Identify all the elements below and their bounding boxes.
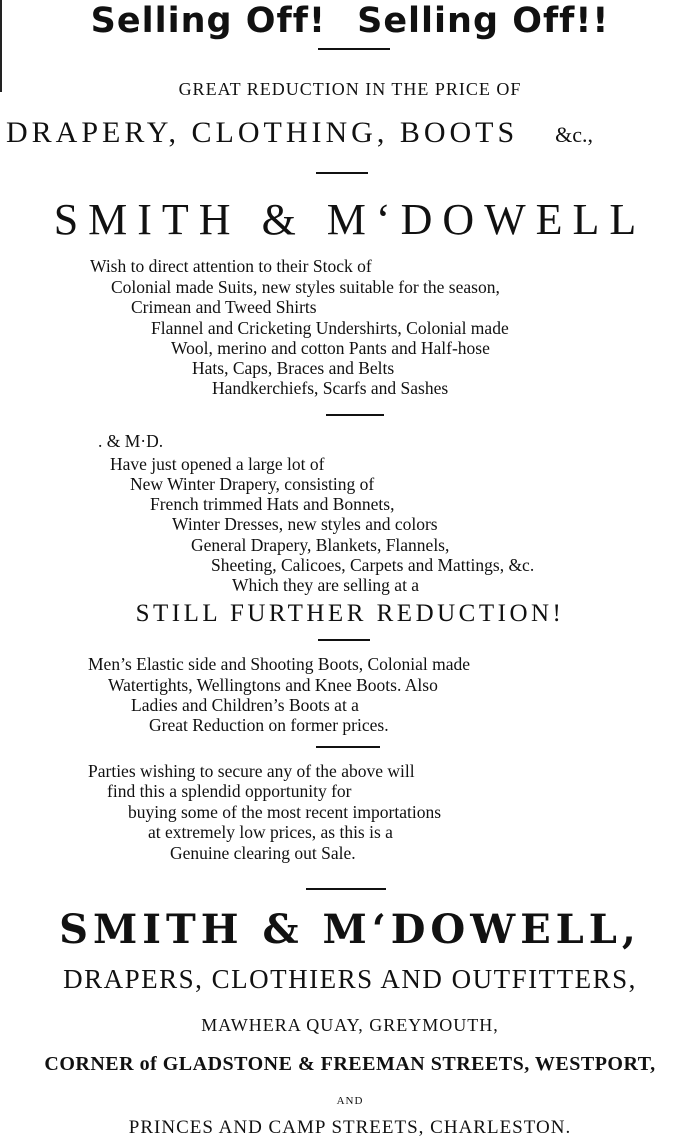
address-and: AND — [336, 1095, 364, 1107]
firm-name-bottom: SMITH & M‘DOWELL, — [59, 906, 641, 953]
boots-line: Ladies and Children’s Boots at a — [131, 695, 359, 715]
closing-line: at extremely low prices, as this is a — [148, 822, 393, 842]
divider-rule — [318, 639, 370, 641]
boots-line: Watertights, Wellingtons and Knee Boots. Also — [108, 675, 438, 695]
drapery-line: General Drapery, Blankets, Flannels, — [191, 535, 450, 555]
categories-main: DRAPERY, CLOTHING, BOOTS — [6, 116, 519, 149]
divider-rule — [306, 888, 386, 890]
address-westport: CORNER of GLADSTONE & FREEMAN STREETS, WESTPORT, — [44, 1053, 656, 1075]
stock-line: Flannel and Cricketing Undershirts, Colonial made — [151, 318, 509, 338]
drapery-line: Have just opened a large lot of — [110, 454, 325, 474]
stock-line: Hats, Caps, Braces and Belts — [192, 358, 395, 378]
stock-line: Crimean and Tweed Shirts — [131, 297, 317, 317]
closing-line: Genuine clearing out Sale. — [170, 843, 356, 863]
stock-line: Handkerchiefs, Scarfs and Sashes — [212, 378, 449, 398]
stock-line: Colonial made Suits, new styles suitable for the season, — [111, 277, 500, 297]
divider-rule — [326, 414, 384, 416]
divider-rule — [316, 172, 368, 174]
closing-line: Parties wishing to secure any of the above will — [88, 761, 415, 781]
drapery-line: . & M·D. — [98, 431, 164, 451]
headline-word-1: Selling Off! — [90, 1, 326, 41]
firm-name-top: SMITH & M‘DOWELL — [53, 195, 647, 244]
drapery-line: Sheeting, Calicoes, Carpets and Mattings, &c. — [211, 555, 535, 575]
stock-line: Wool, merino and cotton Pants and Half-hose — [171, 338, 490, 358]
drapery-line: Which they are selling at a — [232, 575, 420, 595]
closing-line: find this a splendid opportunity for — [107, 781, 352, 801]
headline-word-2: Selling Off!! — [357, 1, 610, 41]
boots-line: Men’s Elastic side and Shooting Boots, Colonial made — [88, 654, 471, 674]
trade-line: DRAPERS, CLOTHIERS AND OUTFITTERS, — [63, 964, 637, 994]
address-greymouth: MAWHERA QUAY, GREYMOUTH, — [201, 1015, 499, 1035]
stock-line: Wish to direct attention to their Stock of — [90, 256, 372, 276]
subhead: GREAT REDUCTION IN THE PRICE OF — [178, 79, 522, 99]
address-charleston: PRINCES AND CAMP STREETS, CHARLESTON. — [128, 1117, 572, 1138]
drapery-line: New Winter Drapery, consisting of — [130, 474, 375, 494]
closing-line: buying some of the most recent importations — [128, 802, 442, 822]
categories-line — [6, 118, 593, 148]
drapery-line: Winter Dresses, new styles and colors — [172, 514, 438, 534]
headline — [0, 1, 700, 41]
drapery-line: French trimmed Hats and Bonnets, — [150, 494, 395, 514]
boots-line: Great Reduction on former prices. — [149, 715, 389, 735]
reduction-banner: STILL FURTHER REDUCTION! — [135, 600, 565, 627]
divider-rule — [316, 746, 380, 748]
categories-etc: &c., — [555, 122, 594, 147]
divider-rule — [318, 48, 390, 50]
